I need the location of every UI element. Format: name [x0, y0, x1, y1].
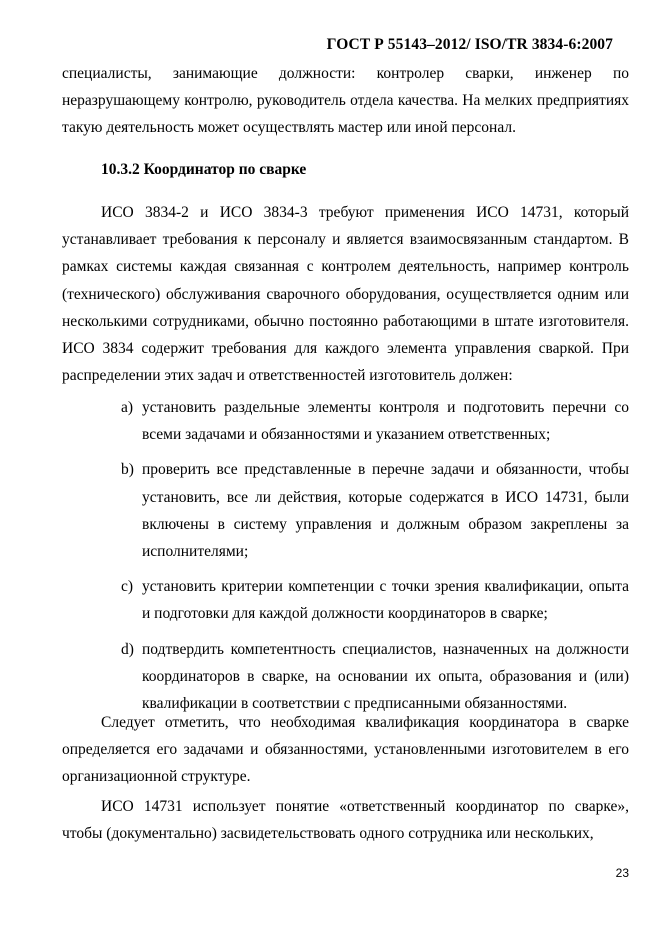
paragraph-continuation: специалисты, занимающие должности: контролер сварки, инженер по неразрушающему контролю, руководитель отдела качества. На мелких предприятиях такую деятельность может осуществлять мастер или иной персонал. [62, 65, 629, 137]
section-heading: 10.3.2 Координатор по сварке [101, 161, 307, 178]
list-item [62, 456, 629, 565]
list-item-marker: a) [121, 399, 134, 416]
list-item-marker: d) [121, 640, 134, 658]
list-item [62, 636, 629, 718]
paragraph-responsible-coordinator: ИСО 14731 использует понятие «ответственный координатор по сварке», чтобы (документально) засвидетельствовать одного сотрудника или нескольких, [62, 798, 629, 843]
list-item-text: установить раздельные элементы контроля и подготовить перечни со всеми задачами и обязанностями и указанием ответственных; [142, 399, 629, 444]
page-number: 23 [615, 866, 629, 880]
document-header-title: ГОСТ Р 55143–2012/ ISO/TR 3834-6:2007 [326, 36, 613, 53]
list-item [62, 394, 629, 448]
list-item-marker: c) [121, 578, 134, 596]
paragraph-qualification-note: Следует отметить, что необходимая квалификация координатора в сварке определяется его задачами и обязанностями, установленными изготовителем в его организационной структуре. [62, 714, 629, 786]
list-item-text: установить критерии компетенции с точки зрения квалификации, опыта и подготовки для каждой должности координаторов в сварке; [142, 578, 629, 623]
list-item-text: подтвердить компетентность специалистов, назначенных на должности координаторов в сварке, на основании их опыта, образования и (или) квалификации в соответствии с предписанными обязанностями. [142, 640, 629, 713]
list-item [62, 573, 629, 627]
task-list [62, 394, 629, 725]
list-item-marker: b) [121, 461, 134, 479]
paragraph-requirements: ИСО 3834-2 и ИСО 3834-3 требуют применения ИСО 14731, который устанавливает требования к персоналу и является взаимосвязанным стандартом. В рамках системы каждая связанная с контролем деятельность, например контроль (технического) обслуживания сварочного оборудования, осуществляется одним или несколькими сотрудниками, обычно постоянно работающими в штате изготовителя. ИСО 3834 содержит требования для каждого элемента управления сваркой. При распределении этих задач и ответственностей изготовитель должен: [62, 204, 629, 385]
list-item-text: проверить все представленные в перечне задачи и обязанности, чтобы установить, все ли действия, которые содержатся в ИСО 14731, были включены в систему управления и должным образом закреплены за исполнителями; [142, 461, 629, 561]
